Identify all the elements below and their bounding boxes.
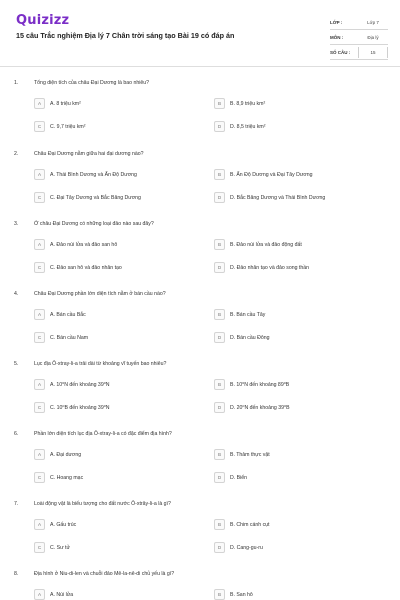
class-label: LỚP : xyxy=(330,19,343,25)
option-letter-box: B xyxy=(214,379,225,390)
answer-option-b[interactable] xyxy=(214,97,386,110)
answer-option-c[interactable] xyxy=(34,401,206,414)
answer-option-d[interactable] xyxy=(214,331,386,344)
question-number: 7. xyxy=(14,501,19,507)
question-number: 2. xyxy=(14,151,19,157)
question-number: 1. xyxy=(14,80,19,86)
option-text: D. Cang-gu-ru xyxy=(230,544,263,551)
option-text: B. San hô xyxy=(230,591,253,598)
answer-option-b[interactable] xyxy=(214,378,386,391)
option-letter-box: C xyxy=(34,542,45,553)
question-text: Loài động vật là biểu tượng cho đất nước Ô-xtrây-li-a là gì? xyxy=(34,501,171,507)
question-number: 6. xyxy=(14,431,19,437)
option-text: B. Chim cánh cụt xyxy=(230,521,270,528)
header-divider xyxy=(0,66,400,67)
answer-option-c[interactable] xyxy=(34,120,206,133)
option-text: A. 10⁰N đến khoảng 39⁰N xyxy=(50,381,110,388)
option-letter-box: B xyxy=(214,98,225,109)
option-letter-box: C xyxy=(34,121,45,132)
document-title: 15 câu Trắc nghiệm Địa lý 7 Chân trời sáng tạo Bài 19 có đáp án xyxy=(16,31,235,40)
option-letter-box: C xyxy=(34,262,45,273)
option-text: D. Biển xyxy=(230,474,248,481)
subject-value: Địa lý xyxy=(367,34,379,40)
answer-option-c[interactable] xyxy=(34,471,206,484)
answer-option-a[interactable] xyxy=(34,308,206,321)
option-letter-box: B xyxy=(214,309,225,320)
option-text: B. 8,9 triệu km² xyxy=(230,100,266,107)
question-number: 8. xyxy=(14,571,19,577)
option-letter-box: C xyxy=(34,332,45,343)
document-header xyxy=(0,0,400,66)
quizizz-logo: Quizizz xyxy=(16,13,70,28)
answer-option-d[interactable] xyxy=(214,120,386,133)
option-letter-box: A xyxy=(34,239,45,250)
question-text: Ở châu Đại Dương có những loại đảo nào sau đây? xyxy=(34,221,154,227)
option-letter-box: D xyxy=(214,542,225,553)
answer-option-a[interactable] xyxy=(34,97,206,110)
option-letter-box: D xyxy=(214,332,225,343)
answer-option-c[interactable] xyxy=(34,541,206,554)
class-value: Lớp 7 xyxy=(367,19,379,25)
option-text: A. Núi lửa xyxy=(50,591,74,598)
option-letter-box: D xyxy=(214,192,225,203)
option-text: D. 8,5 triệu km² xyxy=(230,123,266,130)
option-text: C. Đại Tây Dương và Bắc Băng Dương xyxy=(50,194,141,201)
answer-option-a[interactable] xyxy=(34,378,206,391)
option-text: A. Đảo núi lửa và đảo san hô xyxy=(50,241,118,248)
option-letter-box: C xyxy=(34,192,45,203)
answer-option-d[interactable] xyxy=(214,191,386,204)
question-text: Lục địa Ô-xtray-li-a trải dài từ khoảng vĩ tuyến bao nhiêu? xyxy=(34,361,167,367)
question-number: 5. xyxy=(14,361,19,367)
answer-option-c[interactable] xyxy=(34,331,206,344)
question-text: Địa hình ở Niu-di-len và chuỗi đảo Mê-la-nê-di chủ yếu là gì? xyxy=(34,571,175,577)
count-label: SỐ CÂU : xyxy=(330,49,351,55)
question-number: 4. xyxy=(14,291,19,297)
meta-row-class xyxy=(330,15,388,30)
meta-row-subject xyxy=(330,30,388,45)
question-text: Châu Đại Dương nằm giữa hai đại dương nào? xyxy=(34,151,144,157)
option-letter-box: D xyxy=(214,472,225,483)
option-text: C. Đảo san hô và đảo nhân tạo xyxy=(50,264,122,271)
option-text: A. Đại dương xyxy=(50,451,82,458)
option-letter-box: A xyxy=(34,169,45,180)
answer-option-d[interactable] xyxy=(214,541,386,554)
count-value: 15 xyxy=(358,47,388,58)
option-text: A. 8 triệu km² xyxy=(50,100,81,107)
answer-option-c[interactable] xyxy=(34,261,206,274)
option-text: B. Ấn Độ Dương và Đại Tây Dương xyxy=(230,171,313,178)
answer-option-a[interactable] xyxy=(34,448,206,461)
option-letter-box: B xyxy=(214,239,225,250)
option-letter-box: A xyxy=(34,519,45,530)
option-letter-box: B xyxy=(214,519,225,530)
option-text: C. Sư tử xyxy=(50,544,70,551)
option-text: C. 9,7 triệu km² xyxy=(50,123,86,130)
option-letter-box: A xyxy=(34,589,45,600)
answer-option-b[interactable] xyxy=(214,238,386,251)
option-text: C. Hoang mạc xyxy=(50,474,84,481)
meta-row-count xyxy=(330,45,388,60)
option-letter-box: B xyxy=(214,169,225,180)
option-text: B. Thảm thực vật xyxy=(230,451,270,458)
option-text: A. Thái Bình Dương và Ấn Độ Dương xyxy=(50,171,137,178)
option-letter-box: A xyxy=(34,379,45,390)
question-text: Phần lớn diện tích lục địa Ô-xtray-li-a có đặc điểm địa hình? xyxy=(34,431,172,437)
answer-option-d[interactable] xyxy=(214,471,386,484)
answer-option-a[interactable] xyxy=(34,518,206,531)
option-text: A. Gấu trúc xyxy=(50,521,77,528)
option-letter-box: B xyxy=(214,449,225,460)
option-text: C. 10⁰B đến khoảng 39⁰N xyxy=(50,404,110,411)
answer-option-a[interactable] xyxy=(34,238,206,251)
answer-option-b[interactable] xyxy=(214,588,386,600)
answer-option-a[interactable] xyxy=(34,168,206,181)
option-text: D. Bắc Băng Dương và Thái Bình Dương xyxy=(230,194,326,201)
option-text: B. Bán cầu Tây xyxy=(230,311,266,318)
answer-option-d[interactable] xyxy=(214,401,386,414)
option-letter-box: A xyxy=(34,449,45,460)
answer-option-a[interactable] xyxy=(34,588,206,600)
answer-option-d[interactable] xyxy=(214,261,386,274)
option-letter-box: D xyxy=(214,121,225,132)
option-text: D. Đảo nhân tạo và đảo song thần xyxy=(230,264,310,271)
option-letter-box: B xyxy=(214,589,225,600)
option-letter-box: D xyxy=(214,402,225,413)
option-letter-box: A xyxy=(34,98,45,109)
question-text: Châu Đại Dương phần lớn diện tích nằm ở bán cầu nào? xyxy=(34,291,166,297)
answer-option-b[interactable] xyxy=(214,168,386,181)
option-letter-box: D xyxy=(214,262,225,273)
option-text: B. Đảo núi lửa và đảo động đất xyxy=(230,241,302,248)
option-text: B. 10⁰N đến khoảng 89⁰B xyxy=(230,381,290,388)
answer-option-b[interactable] xyxy=(214,518,386,531)
question-number: 3. xyxy=(14,221,19,227)
answer-option-c[interactable] xyxy=(34,191,206,204)
option-text: D. Bán cầu Đông xyxy=(230,334,270,341)
option-text: A. Bán cầu Bắc xyxy=(50,311,86,318)
option-letter-box: A xyxy=(34,309,45,320)
option-text: D. 20⁰N đến khoảng 39⁰B xyxy=(230,404,290,411)
option-text: C. Bán cầu Nam xyxy=(50,334,89,341)
option-letter-box: C xyxy=(34,472,45,483)
subject-label: MÔN : xyxy=(330,34,344,40)
option-letter-box: C xyxy=(34,402,45,413)
meta-table xyxy=(330,15,388,60)
question-text: Tổng diện tích của châu Đại Dương là bao nhiêu? xyxy=(34,80,150,86)
answer-option-b[interactable] xyxy=(214,448,386,461)
answer-option-b[interactable] xyxy=(214,308,386,321)
